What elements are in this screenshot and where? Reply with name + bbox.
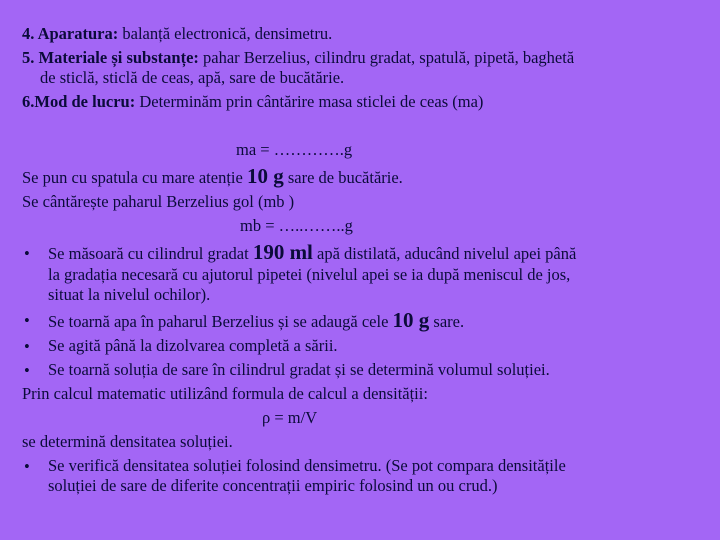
water-line-cont: la gradația necesară cu ajutorul pipetei (nivelul apei se ia după meniscul de jos,: [48, 265, 571, 284]
water-line: [48, 242, 576, 264]
water-pre: Se măsoară cu cilindrul gradat: [48, 244, 253, 263]
salt-qty: 10 g: [246, 164, 284, 188]
pour-post: sare.: [429, 312, 465, 331]
procedure-label: 6.Mod de lucru:: [22, 92, 136, 111]
weigh-beaker-line: Se cântărește paharul Berzelius gol (mb ): [22, 192, 295, 211]
salt-post: sare de bucătărie.: [283, 168, 403, 187]
ma-formula: ma = ………….g: [236, 140, 353, 159]
stir-line: Se agită până la dizolvarea completă a sării.: [48, 336, 338, 355]
bullet-1: •: [24, 244, 30, 263]
procedure-text: Determinăm prin cântărire masa sticlei de ceas (ma): [135, 92, 484, 111]
apparatus-text: balanță electronică, densimetru.: [118, 24, 333, 43]
materials-line: [22, 48, 574, 68]
salt-pre: Se pun cu spatula cu mare atenție: [22, 168, 247, 187]
bullet-4: •: [24, 361, 30, 380]
water-post: apă distilată, aducând nivelul apei până: [312, 244, 577, 263]
pour-pre: Se toarnă apa în paharul Berzelius și se adaugă cele: [48, 312, 393, 331]
water-qty: 190 ml: [252, 240, 313, 264]
water-line-cont2: situat la nivelul ochilor).: [48, 285, 211, 304]
density-line: se determină densitatea soluției.: [22, 432, 233, 451]
pour-water-line: [48, 310, 464, 332]
bullet-2: •: [24, 311, 30, 330]
materials-line-cont: de sticlă, sticlă de ceas, apă, sare de bucătărie.: [40, 68, 345, 87]
densimeter-line: Se verifică densitatea soluției folosind densimetru. (Se pot compara densitățile: [48, 456, 566, 475]
salt-line: [22, 166, 403, 188]
density-formula: ρ = m/V: [262, 408, 318, 427]
procedure-line: [22, 92, 483, 112]
mb-formula: mb = …..……..g: [240, 216, 353, 235]
bullet-3: •: [24, 337, 30, 356]
materials-text: pahar Berzelius, cilindru gradat, spatulă, pipetă, baghetă: [198, 48, 575, 67]
calc-line: Prin calcul matematic utilizând formula de calcul a densității:: [22, 384, 428, 403]
volume-line: Se toarnă soluția de sare în cilindrul gradat și se determină volumul soluției.: [48, 360, 550, 379]
pour-qty: 10 g: [392, 308, 430, 332]
apparatus-label: 4. Aparatura:: [22, 24, 119, 43]
densimeter-line-cont: soluției de sare de diferite concentrații empiric folosind un ou crud.): [48, 476, 498, 495]
materials-label: 5. Materiale și substanțe:: [22, 48, 199, 67]
bullet-5: •: [24, 457, 30, 476]
apparatus-line: [22, 24, 332, 44]
